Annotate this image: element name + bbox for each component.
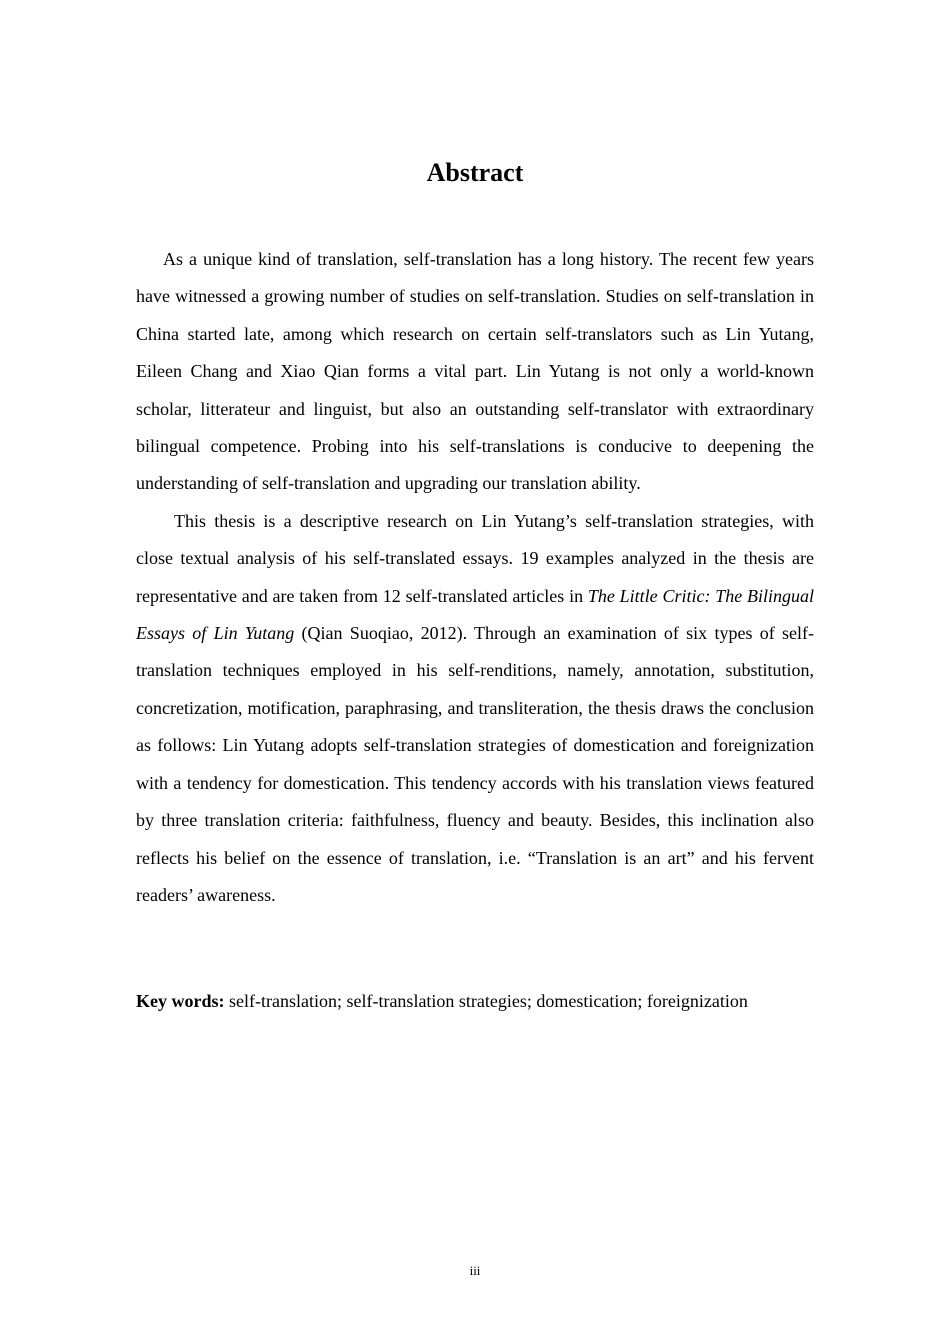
page-title: Abstract bbox=[426, 158, 524, 187]
book-title-italic: The Little Critic: The Bilingual Essays of Lin Yutang bbox=[136, 585, 815, 644]
keywords-line bbox=[136, 984, 836, 1018]
abstract-paragraph-2 bbox=[136, 503, 814, 914]
keywords-label: Key words: bbox=[136, 991, 225, 1011]
paragraph-2-text-start: This thesis is a descriptive research on Lin Yutang’s self-translation strategies, with close textual analysis of his self-translated essays. 19 examples analyzed in the thesis are representative and are taken from 12 self-translated articles in bbox=[136, 510, 814, 606]
page-number: iii bbox=[469, 1263, 481, 1278]
abstract-paragraph-1: As a unique kind of translation, self-translation has a long history. The recent few years have witnessed a growing number of studies on self-translation. Studies on self-translation in China started late, among which research on certain self-translators such as Lin Yutang, Eileen Chang and Xiao Qian forms a vital part. Lin Yutang is not only a world-known scholar, litterateur and linguist, but also an outstanding self-translator with extraordinary bilingual competence. Probing into his self-translations is conducive to deepening the understanding of self-translation and upgrading our translation ability. bbox=[136, 249, 814, 494]
abstract-body bbox=[136, 241, 814, 914]
keywords-text: self-translation; self-translation strategies; domestication; foreignization bbox=[224, 991, 748, 1011]
paragraph-2-text-end: (Qian Suoqiao, 2012). Through an examination of six types of self-translation techniques employed in his self-renditions, namely, annotation, substitution, concretization, motification, paraphrasing, and transliteration, the thesis draws the conclusion as follows: Lin Yutang adopts self-translation strategies of domestication and foreignization with a tendency for domestication. This tendency accords with his translation views featured by three translation criteria: faithfulness, fluency and beauty. Besides, this inclination also reflects his belief on the essence of translation, i.e. “Translation is an art” and his fervent readers’ awareness. bbox=[136, 623, 815, 905]
